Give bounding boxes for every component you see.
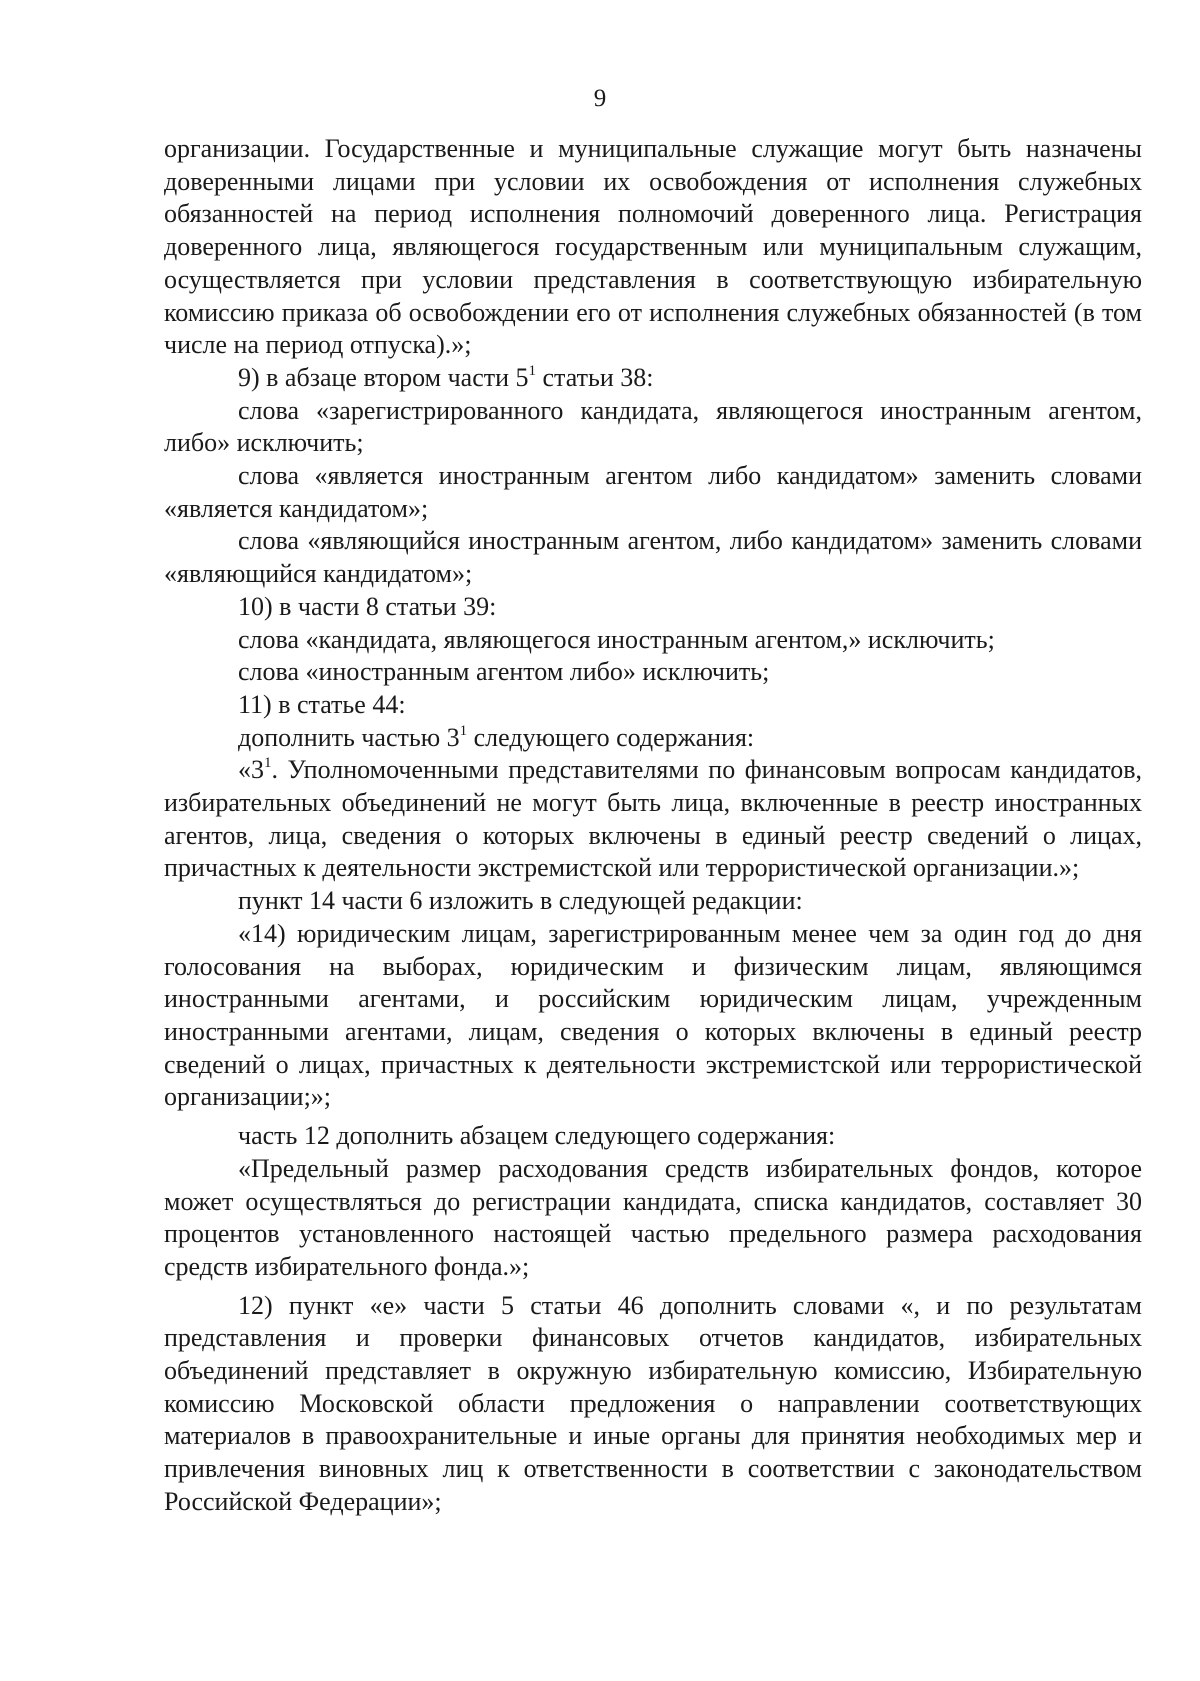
superscript-3: 1 [264, 755, 272, 772]
paragraph-9: 11) в статье 44: [238, 689, 406, 719]
paragraph-2-start: 9) в абзаце втором части 5 [238, 362, 529, 392]
paragraph-15: «Предельный размер расходования средств избирательных фондов, которое может осуществляться до регистрации кандидата, списка кандидатов, составляет 30 процентов установленного настоящей частью предельного размера расходования средств избирательного фонда.»; [164, 1153, 1142, 1281]
paragraph-1: организации. Государственные и муниципальные служащие могут быть назначены доверенными лицами при условии их освобождения от исполнения служебных обязанностей на период исполнения полномочий доверенного лица. Регистрация доверенного лица, являющегося государственным или муниципальным служащим, осуществляется при условии представления в соответствующую избирательную комиссию приказа об освобождении его от исполнения служебных обязанностей (в том числе на период отпуска).»; [164, 134, 1142, 360]
paragraph-11 [164, 754, 1142, 885]
paragraph-5: слова «являющийся иностранным агентом, либо кандидатом» заменить словами «являющийся кандидатом»; [164, 526, 1142, 589]
paragraph-11-start: «3 [238, 755, 264, 785]
paragraph-10-end: следующего содержания: [467, 722, 755, 752]
superscript-1: 1 [528, 362, 537, 379]
paragraph-2-end: статьи 38: [536, 362, 654, 392]
paragraph-14: часть 12 дополнить абзацем следующего содержания: [238, 1121, 836, 1151]
paragraph-10-start: дополнить частью 3 [238, 722, 460, 752]
paragraph-8: слова «иностранным агентом либо» исключить; [238, 657, 770, 687]
paragraph-12: пункт 14 части 6 изложить в следующей редакции: [238, 886, 803, 916]
page-number: 9 [593, 85, 607, 112]
paragraph-10 [164, 722, 1142, 755]
paragraph-3: слова «зарегистрированного кандидата, являющегося иностранным агентом, либо» исключить; [164, 395, 1142, 458]
superscript-2: 1 [459, 722, 468, 739]
paragraph-11-end: . Уполномоченными представителями по финансовым вопросам кандидатов, избирательных объединений не могут быть лица, включенные в реестр иностранных агентов, лица, сведения о которых включены в единый реестр сведений о лицах, причастных к деятельности экстремистской или террористической организации.»; [164, 755, 1142, 883]
paragraph-13: «14) юридическим лицам, зарегистрированным менее чем за один год до дня голосования на выборах, юридическим и физическим лицам, являющимся иностранными агентами, и российским юридическим лицам, учрежденным иностранными агентами, лицам, сведения о которых включены в единый реестр сведений о лицах, причастных к деятельности экстремистской или террористической организации;»; [164, 918, 1142, 1112]
document-body [164, 133, 1142, 1519]
paragraph-7: слова «кандидата, являющегося иностранным агентом,» исключить; [238, 624, 995, 654]
paragraph-2 [164, 362, 1142, 395]
paragraph-6: 10) в части 8 статьи 39: [238, 591, 497, 621]
paragraph-16: 12) пункт «е» части 5 статьи 46 дополнить словами «, и по результатам представления и проверки финансовых отчетов кандидатов, избирательных объединений представляет в окружную избирательную комиссию, Избирательную комиссию Московской области предложения о направлении соответствующих материалов в правоохранительные и иные органы для принятия необходимых мер и привлечения виновных лиц к ответственности в соответствии с законодательством Российской Федерации»; [164, 1290, 1142, 1516]
paragraph-4: слова «является иностранным агентом либо кандидатом» заменить словами «является кандидатом»; [164, 461, 1142, 523]
